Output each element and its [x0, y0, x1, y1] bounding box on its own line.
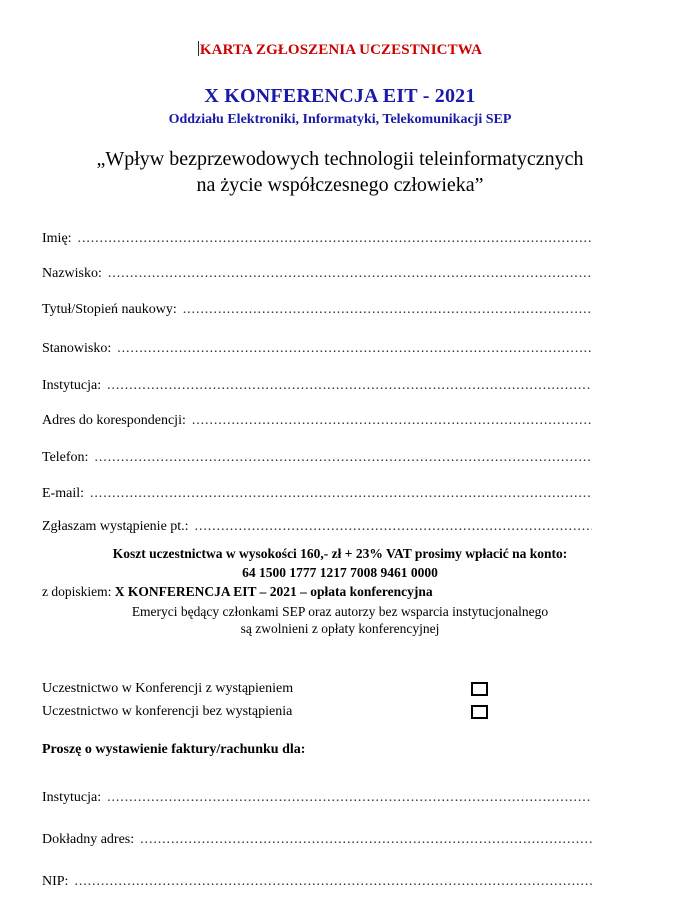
participation-option-label: Uczestnictwo w konferencji bez wystąpienia	[42, 704, 293, 719]
field-nazwisko[interactable]	[42, 266, 592, 283]
page-title-line-1: „Wpływ bezprzewodowych technologii teleinformatycznych	[96, 148, 584, 170]
participation-option-label: Uczestnictwo w Konferencji z wystąpieniem	[42, 681, 294, 696]
field-dotted-leader[interactable]	[117, 344, 592, 358]
field-dotted-leader[interactable]	[192, 416, 592, 430]
page-title	[36, 146, 644, 198]
field-email[interactable]	[42, 486, 592, 503]
field-dotted-leader[interactable]	[78, 234, 592, 248]
invoice-field-nip[interactable]	[42, 874, 592, 891]
field-label: Zgłaszam wystąpienie pt.:	[42, 519, 189, 534]
checkbox-with-presentation[interactable]	[471, 682, 488, 696]
field-stanowisko[interactable]	[42, 341, 592, 358]
field-label: Adres do korespondencji:	[42, 413, 186, 428]
payment-annotation	[0, 584, 680, 600]
participation-option-without-presentation[interactable]	[42, 704, 592, 720]
field-dotted-leader[interactable]	[107, 793, 592, 807]
field-dotted-leader[interactable]	[183, 305, 592, 319]
field-dotted-leader[interactable]	[74, 877, 592, 891]
field-instytucja[interactable]	[42, 378, 592, 395]
field-label: Imię:	[42, 231, 72, 246]
field-imie[interactable]	[42, 231, 592, 248]
payment-exemption-line-2: są zwolnieni z opłaty konferencyjnej	[240, 621, 440, 636]
field-label: NIP:	[42, 874, 69, 889]
field-tytul-stopien-naukowy[interactable]	[42, 302, 592, 319]
text-caret	[198, 41, 199, 56]
payment-annotation-bold: X KONFERENCJA EIT – 2021 – opłata konferencyjna	[114, 584, 433, 599]
participation-option-with-presentation[interactable]	[42, 681, 592, 697]
field-dotted-leader[interactable]	[90, 489, 592, 503]
field-dotted-leader[interactable]	[140, 835, 592, 849]
payment-cost-line: Koszt uczestnictwa w wysokości 160,- zł + 23% VAT prosimy wpłacić na konto:	[112, 546, 568, 561]
field-adres-do-korespondencji[interactable]	[42, 413, 592, 430]
page-title-line-2: na życie współczesnego człowieka”	[196, 174, 484, 196]
field-telefon[interactable]	[42, 450, 592, 467]
field-label: Dokładny adres:	[42, 832, 135, 847]
field-dotted-leader[interactable]	[108, 269, 592, 283]
field-label: E-mail:	[42, 486, 84, 501]
invoice-section-heading: Proszę o wystawienie faktury/rachunku dla:	[42, 742, 306, 757]
field-zglaszam-wystapienie[interactable]	[42, 519, 592, 536]
conference-title: X KONFERENCJA EIT - 2021	[204, 85, 476, 107]
invoice-field-dokladny-adres[interactable]	[42, 832, 592, 849]
field-label: Stanowisko:	[42, 341, 112, 356]
field-dotted-leader[interactable]	[107, 381, 592, 395]
conference-organizer: Oddziału Elektroniki, Informatyki, Telekomunikacji SEP	[168, 112, 512, 127]
payment-annotation-prefix: z dopiskiem:	[42, 584, 115, 599]
form-header-red-text: KARTA ZGŁOSZENIA UCZESTNICTWA	[199, 42, 483, 58]
form-header-red	[0, 41, 680, 59]
field-label: Instytucja:	[42, 378, 102, 393]
field-dotted-leader[interactable]	[94, 453, 592, 467]
field-dotted-leader[interactable]	[195, 522, 592, 536]
payment-account-number: 64 1500 1777 1217 7008 9461 0000	[242, 565, 438, 580]
invoice-field-instytucja[interactable]	[42, 790, 592, 807]
field-label: Instytucja:	[42, 790, 102, 805]
field-label: Nazwisko:	[42, 266, 102, 281]
field-label: Telefon:	[42, 450, 89, 465]
payment-exemption-line-1: Emeryci będący członkami SEP oraz autorzy bez wsparcia instytucjonalnego	[131, 604, 549, 619]
checkbox-without-presentation[interactable]	[471, 705, 488, 719]
field-label: Tytuł/Stopień naukowy:	[42, 302, 177, 317]
